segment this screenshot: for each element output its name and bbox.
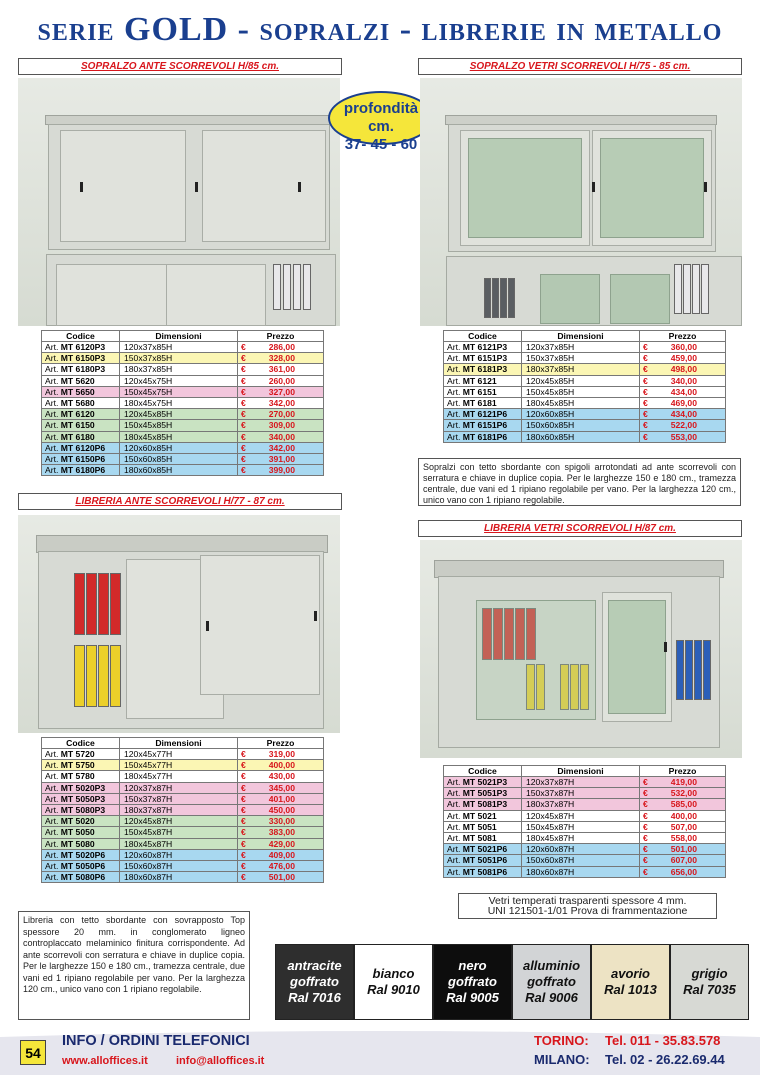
article-code: Art. MT 5020 [42, 816, 120, 827]
table-row [444, 386, 726, 397]
price: € 260,00 [238, 375, 324, 386]
table-row [42, 872, 324, 883]
table-row [42, 849, 324, 860]
price: € 286,00 [238, 342, 324, 353]
article-code: Art. MT 6120 [42, 409, 120, 420]
color-ral: Ral 7016 [288, 990, 341, 1005]
table-row [42, 782, 324, 793]
dimensions: 120x45x85H [120, 409, 238, 420]
email-link[interactable]: info@alloffices.it [176, 1055, 265, 1067]
table-row [42, 827, 324, 838]
price: € 361,00 [238, 364, 324, 375]
table-row [42, 386, 324, 397]
color-ral: Ral 9005 [446, 990, 499, 1005]
col-prezzo: Prezzo [238, 738, 324, 749]
dimensions: 120x45x75H [120, 375, 238, 386]
dimensions: 150x45x87H [120, 827, 238, 838]
color-name: alluminio [522, 958, 581, 973]
table-row [42, 431, 324, 442]
article-code: Art. MT 5650 [42, 386, 120, 397]
table-row [42, 860, 324, 871]
price-table-libreria-vetri [443, 765, 726, 878]
dimensions: 150x45x85H [120, 420, 238, 431]
note-sopralzi: Sopralzi con tetto sbordante con spigoli arrotondati ad ante scorrevoli con serratura e chiave in duplice copia. Per le larghezze 150 e 180 cm., tramezza centrale, due vani ed 1 ripiano regolabile per vano. Per la larghezza 120 cm., unico vano con 1 ripiano regolabile. [418, 458, 741, 506]
price: € 391,00 [238, 453, 324, 464]
table-row [42, 442, 324, 453]
color-swatch-avorio [591, 944, 670, 1020]
dimensions: 150x45x85H [522, 386, 640, 397]
price-table-sopralzo-ante [41, 330, 324, 476]
color-ral: Ral 9010 [367, 982, 420, 997]
depth-badge [328, 91, 434, 153]
table-row [42, 760, 324, 771]
price: € 469,00 [640, 397, 726, 408]
article-code: Art. MT 5081P3 [444, 799, 522, 810]
info-heading: INFO / ORDINI TELEFONICI [62, 1033, 250, 1049]
note-vetri [458, 893, 717, 919]
table-row [42, 342, 324, 353]
color-finish: goffrato [527, 974, 576, 989]
article-code: Art. MT 5680 [42, 397, 120, 408]
note-vetri-line1: Vetri temperati trasparenti spessore 4 mm. [488, 895, 687, 907]
dimensions: 120x45x87H [120, 816, 238, 827]
color-finish: goffrato [290, 974, 339, 989]
article-code: Art. MT 6151 [444, 386, 522, 397]
price: € 553,00 [640, 431, 726, 442]
price: € 400,00 [238, 760, 324, 771]
table-row [42, 749, 324, 760]
table-row [444, 777, 726, 788]
table-row [42, 465, 324, 476]
table-row [444, 353, 726, 364]
article-code: Art. MT 5080 [42, 838, 120, 849]
article-code: Art. MT 5051P6 [444, 855, 522, 866]
col-prezzo: Prezzo [238, 331, 324, 342]
table-row [444, 342, 726, 353]
price: € 532,00 [640, 788, 726, 799]
article-code: Art. MT 5021 [444, 810, 522, 821]
page-title: serie GOLD - sopralzi - librerie in metallo [37, 11, 723, 48]
dimensions: 180x60x87H [522, 866, 640, 877]
price: € 340,00 [238, 431, 324, 442]
table-row [42, 397, 324, 408]
article-code: Art. MT 5021P3 [444, 777, 522, 788]
dimensions: 180x45x77H [120, 771, 238, 782]
table-row [42, 838, 324, 849]
dimensions: 150x37x85H [522, 353, 640, 364]
table-row [42, 771, 324, 782]
dimensions: 180x37x87H [120, 804, 238, 815]
table-row [444, 788, 726, 799]
color-swatch-alluminio [512, 944, 591, 1020]
table-row [444, 431, 726, 442]
price: € 319,00 [238, 749, 324, 760]
article-code: Art. MT 5021P6 [444, 844, 522, 855]
col-codice: Codice [444, 331, 522, 342]
article-code: Art. MT 5080P3 [42, 804, 120, 815]
table-row [444, 855, 726, 866]
dimensions: 180x37x85H [120, 364, 238, 375]
table-row [444, 799, 726, 810]
color-swatch-nero [433, 944, 512, 1020]
color-swatch-bianco [354, 944, 433, 1020]
price: € 383,00 [238, 827, 324, 838]
dimensions: 180x60x87H [120, 872, 238, 883]
dimensions: 120x60x87H [522, 844, 640, 855]
dimensions: 150x37x87H [120, 793, 238, 804]
table-row [444, 866, 726, 877]
color-ral: Ral 7035 [683, 982, 736, 997]
photo-libreria-vetri [420, 540, 742, 758]
table-row [42, 364, 324, 375]
table-row [42, 453, 324, 464]
dimensions: 120x45x85H [522, 375, 640, 386]
table-row [444, 821, 726, 832]
article-code: Art. MT 6150 [42, 420, 120, 431]
table-row [42, 353, 324, 364]
header-libreria-vetri: LIBRERIA VETRI SCORREVOLI H/87 cm. [418, 520, 742, 537]
article-code: Art. MT 6120P3 [42, 342, 120, 353]
price: € 558,00 [640, 832, 726, 843]
article-code: Art. MT 5050P3 [42, 793, 120, 804]
color-name: bianco [372, 966, 415, 981]
table-row [444, 397, 726, 408]
col-dimensioni: Dimensioni [522, 331, 640, 342]
photo-libreria-ante [18, 515, 340, 733]
dimensions: 120x60x85H [120, 442, 238, 453]
price: € 340,00 [640, 375, 726, 386]
price: € 401,00 [238, 793, 324, 804]
price: € 309,00 [238, 420, 324, 431]
price: € 270,00 [238, 409, 324, 420]
article-code: Art. MT 5051P3 [444, 788, 522, 799]
color-swatch-grigio [670, 944, 749, 1020]
col-codice: Codice [42, 738, 120, 749]
dimensions: 180x37x87H [522, 799, 640, 810]
col-codice: Codice [42, 331, 120, 342]
article-code: Art. MT 6150P3 [42, 353, 120, 364]
price: € 585,00 [640, 799, 726, 810]
col-dimensioni: Dimensioni [120, 331, 238, 342]
dimensions: 180x45x85H [522, 397, 640, 408]
price: € 522,00 [640, 420, 726, 431]
article-code: Art. MT 5750 [42, 760, 120, 771]
col-dimensioni: Dimensioni [522, 766, 640, 777]
article-code: Art. MT 6120P6 [42, 442, 120, 453]
color-name: nero [458, 958, 487, 973]
dimensions: 150x45x75H [120, 386, 238, 397]
dimensions: 120x37x87H [120, 782, 238, 793]
dimensions: 180x60x85H [120, 465, 238, 476]
table-row [42, 409, 324, 420]
color-ral: Ral 9006 [525, 990, 578, 1005]
table-row [42, 420, 324, 431]
color-ral: Ral 1013 [604, 982, 657, 997]
price: € 342,00 [238, 442, 324, 453]
table-row [444, 844, 726, 855]
dimensions: 180x37x85H [522, 364, 640, 375]
price: € 459,00 [640, 353, 726, 364]
price: € 476,00 [238, 860, 324, 871]
table-row [444, 810, 726, 821]
article-code: Art. MT 6121 [444, 375, 522, 386]
table-row [42, 793, 324, 804]
article-code: Art. MT 6151P3 [444, 353, 522, 364]
color-finish: goffrato [448, 974, 497, 989]
article-code: Art. MT 6180 [42, 431, 120, 442]
color-name: antracite [287, 958, 342, 973]
table-row [42, 816, 324, 827]
dimensions: 180x60x85H [522, 431, 640, 442]
color-name: avorio [610, 966, 650, 981]
dimensions: 150x60x85H [120, 453, 238, 464]
dimensions: 180x45x85H [120, 431, 238, 442]
photo-sopralzo-ante [18, 78, 340, 326]
article-code: Art. MT 5081 [444, 832, 522, 843]
dimensions: 120x37x85H [120, 342, 238, 353]
photo-sopralzo-vetri [420, 78, 742, 326]
article-code: Art. MT 6181P6 [444, 431, 522, 442]
milano-phone: Tel. 02 - 26.22.69.44 [605, 1052, 725, 1067]
article-code: Art. MT 6121P6 [444, 409, 522, 420]
price: € 434,00 [640, 386, 726, 397]
price: € 450,00 [238, 804, 324, 815]
dimensions: 150x45x87H [522, 821, 640, 832]
price-table-libreria-ante [41, 737, 324, 883]
price: € 429,00 [238, 838, 324, 849]
table-row [444, 364, 726, 375]
price: € 501,00 [238, 872, 324, 883]
article-code: Art. MT 5020P3 [42, 782, 120, 793]
price: € 399,00 [238, 465, 324, 476]
article-code: Art. MT 6180P6 [42, 465, 120, 476]
article-code: Art. MT 5050 [42, 827, 120, 838]
dimensions: 150x45x77H [120, 760, 238, 771]
table-row [444, 832, 726, 843]
dimensions: 120x45x87H [522, 810, 640, 821]
price: € 327,00 [238, 386, 324, 397]
dimensions: 150x37x85H [120, 353, 238, 364]
article-code: Art. MT 5620 [42, 375, 120, 386]
price: € 656,00 [640, 866, 726, 877]
table-row [42, 375, 324, 386]
dimensions: 120x60x85H [522, 409, 640, 420]
table-row [42, 804, 324, 815]
price: € 434,00 [640, 409, 726, 420]
price: € 330,00 [238, 816, 324, 827]
dimensions: 180x45x87H [522, 832, 640, 843]
article-code: Art. MT 6181 [444, 397, 522, 408]
note-libreria: Libreria con tetto sbordante con sovrapposto Top spessore 20 mm. in conglomerato ligneo controplaccato melaminico finitura corrispondente. Ad ante scorrevoli con serratura e chiave in duplice copia. Per le larghezze 150 e 180 cm., tramezza centrale, due vani ed 1 ripiano regolabile per vano. Per la larghezza 120 cm., unico vano con 1 ripiano regolabile. [18, 911, 250, 1020]
article-code: Art. MT 6151P6 [444, 420, 522, 431]
table-row [444, 375, 726, 386]
article-code: Art. MT 5020P6 [42, 849, 120, 860]
page-number: 54 [20, 1040, 46, 1065]
dimensions: 180x45x75H [120, 397, 238, 408]
col-prezzo: Prezzo [640, 331, 726, 342]
article-code: Art. MT 5080P6 [42, 872, 120, 883]
note-vetri-line2: UNI 121501-1/01 Prova di frammentazione [487, 905, 688, 917]
article-code: Art. MT 5720 [42, 749, 120, 760]
price: € 607,00 [640, 855, 726, 866]
price: € 328,00 [238, 353, 324, 364]
dimensions: 150x60x87H [522, 855, 640, 866]
torino-label: TORINO: [534, 1033, 589, 1048]
price: € 360,00 [640, 342, 726, 353]
price: € 498,00 [640, 364, 726, 375]
dimensions: 120x60x87H [120, 849, 238, 860]
torino-phone: Tel. 011 - 35.83.578 [605, 1033, 721, 1048]
color-name: grigio [691, 966, 728, 981]
price: € 419,00 [640, 777, 726, 788]
col-codice: Codice [444, 766, 522, 777]
price-table-sopralzo-vetri [443, 330, 726, 443]
col-prezzo: Prezzo [640, 766, 726, 777]
article-code: Art. MT 6121P3 [444, 342, 522, 353]
dimensions: 120x37x85H [522, 342, 640, 353]
header-libreria-ante: LIBRERIA ANTE SCORREVOLI H/77 - 87 cm. [18, 493, 342, 510]
price: € 507,00 [640, 821, 726, 832]
dimensions: 180x45x87H [120, 838, 238, 849]
article-code: Art. MT 5051 [444, 821, 522, 832]
table-row [444, 409, 726, 420]
dimensions: 150x37x87H [522, 788, 640, 799]
dimensions: 120x37x87H [522, 777, 640, 788]
article-code: Art. MT 6181P3 [444, 364, 522, 375]
depth-values: 37- 45 - 60 [344, 136, 418, 153]
price: € 400,00 [640, 810, 726, 821]
dimensions: 150x60x85H [522, 420, 640, 431]
price: € 409,00 [238, 849, 324, 860]
price: € 501,00 [640, 844, 726, 855]
table-row [444, 420, 726, 431]
col-dimensioni: Dimensioni [120, 738, 238, 749]
dimensions: 120x45x77H [120, 749, 238, 760]
article-code: Art. MT 5081P6 [444, 866, 522, 877]
depth-label: profondità cm. [343, 100, 419, 135]
article-code: Art. MT 5780 [42, 771, 120, 782]
article-code: Art. MT 6150P6 [42, 453, 120, 464]
website-link[interactable]: www.alloffices.it [62, 1055, 148, 1067]
color-swatch-antracite [275, 944, 354, 1020]
article-code: Art. MT 5050P6 [42, 860, 120, 871]
price: € 345,00 [238, 782, 324, 793]
header-sopralzo-ante: SOPRALZO ANTE SCORREVOLI H/85 cm. [18, 58, 342, 75]
article-code: Art. MT 6180P3 [42, 364, 120, 375]
price: € 430,00 [238, 771, 324, 782]
price: € 342,00 [238, 397, 324, 408]
header-sopralzo-vetri: SOPRALZO VETRI SCORREVOLI H/75 - 85 cm. [418, 58, 742, 75]
dimensions: 150x60x87H [120, 860, 238, 871]
milano-label: MILANO: [534, 1052, 590, 1067]
